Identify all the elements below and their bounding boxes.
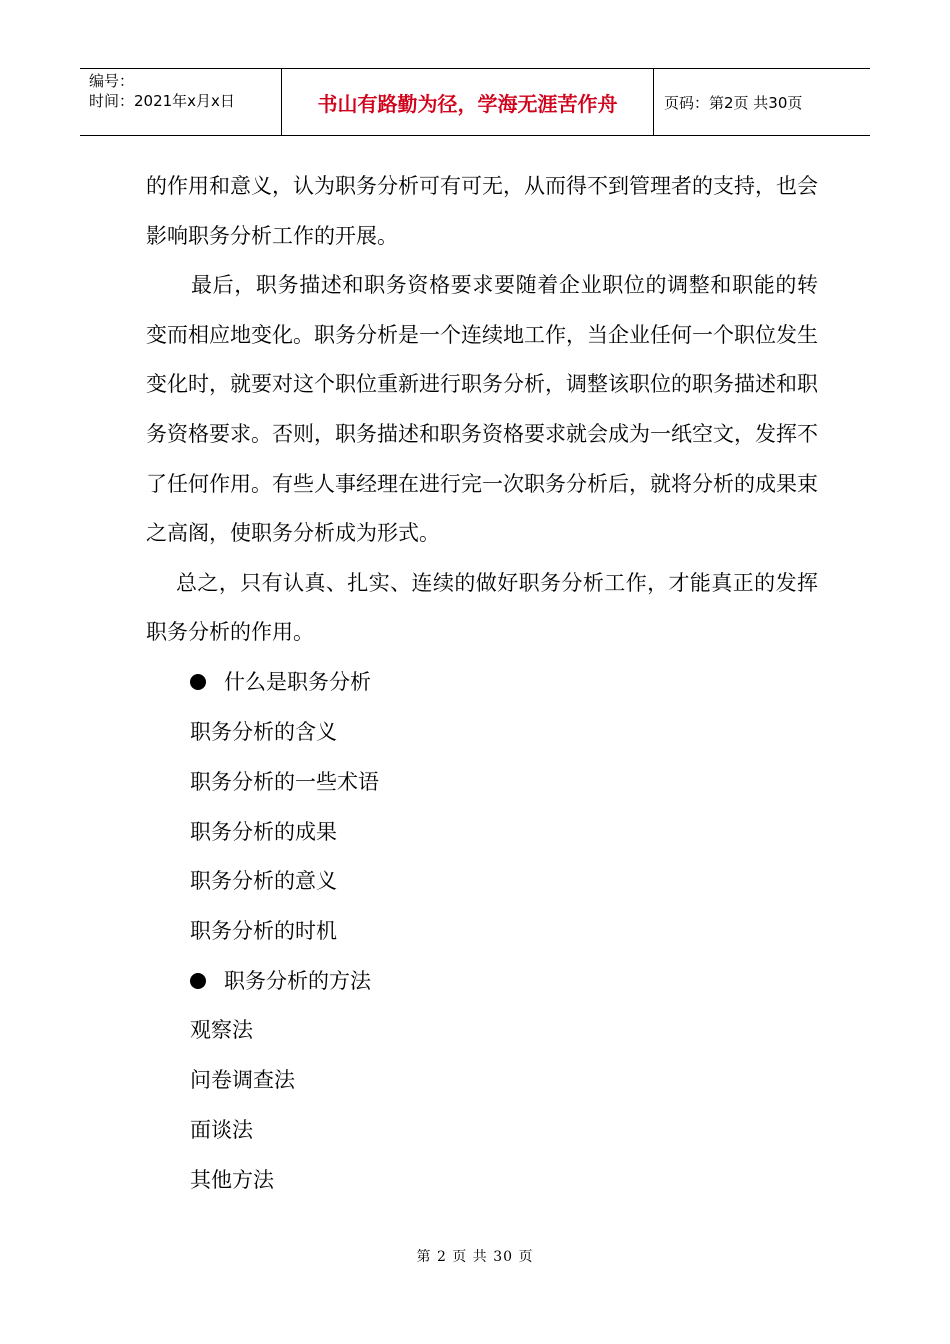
section-heading	[190, 966, 371, 996]
list-item: 职务分析的时机	[190, 919, 337, 943]
paragraph: 总之，只有认真、扎实、连续的做好职务分析工作，才能真正的发挥职务分析的作用。	[146, 570, 818, 645]
document-number-label: 编号：	[89, 72, 135, 90]
list-item: 职务分析的成果	[190, 820, 337, 844]
bullet-icon	[190, 674, 206, 690]
page-header	[80, 68, 870, 136]
paragraph: 的作用和意义，认为职务分析可有可无，从而得不到管理者的支持，也会影响职务分析工作的开展。	[146, 174, 818, 248]
header-page-code: 页码：第2页 共30页	[664, 93, 803, 112]
list-item: 面谈法	[190, 1118, 253, 1142]
header-meta	[80, 69, 282, 135]
list-item: 问卷调查法	[190, 1068, 295, 1092]
list-item: 职务分析的含义	[190, 720, 337, 744]
list-item: 职务分析的意义	[190, 869, 337, 893]
list-item: 观察法	[190, 1018, 253, 1042]
list-item: 职务分析的一些术语	[190, 770, 379, 794]
header-motto: 书山有路勤为径，学海无涯苦作舟	[282, 69, 654, 135]
page-footer: 第 2 页 共 30 页	[416, 1249, 534, 1265]
list-item: 其他方法	[190, 1168, 274, 1192]
paragraph: 最后，职务描述和职务资格要求要随着企业职位的调整和职能的转变而相应地变化。职务分析是一个连续地工作，当企业任何一个职位发生变化时，就要对这个职位重新进行职务分析，调整该职位的职务描述和职务资格要求。否则，职务描述和职务资格要求就会成为一纸空文，发挥不了任何作用。有些人事经理在进行完一次职务分析后，就将分析的成果束之高阁，使职务分析成为形式。	[146, 273, 818, 546]
section-heading	[190, 667, 371, 697]
bullet-icon	[190, 973, 206, 989]
document-time-label: 时间：2021年x月x日	[89, 92, 235, 110]
section-title: 职务分析的方法	[224, 969, 371, 993]
document-body	[146, 162, 818, 658]
section-title: 什么是职务分析	[224, 670, 371, 694]
